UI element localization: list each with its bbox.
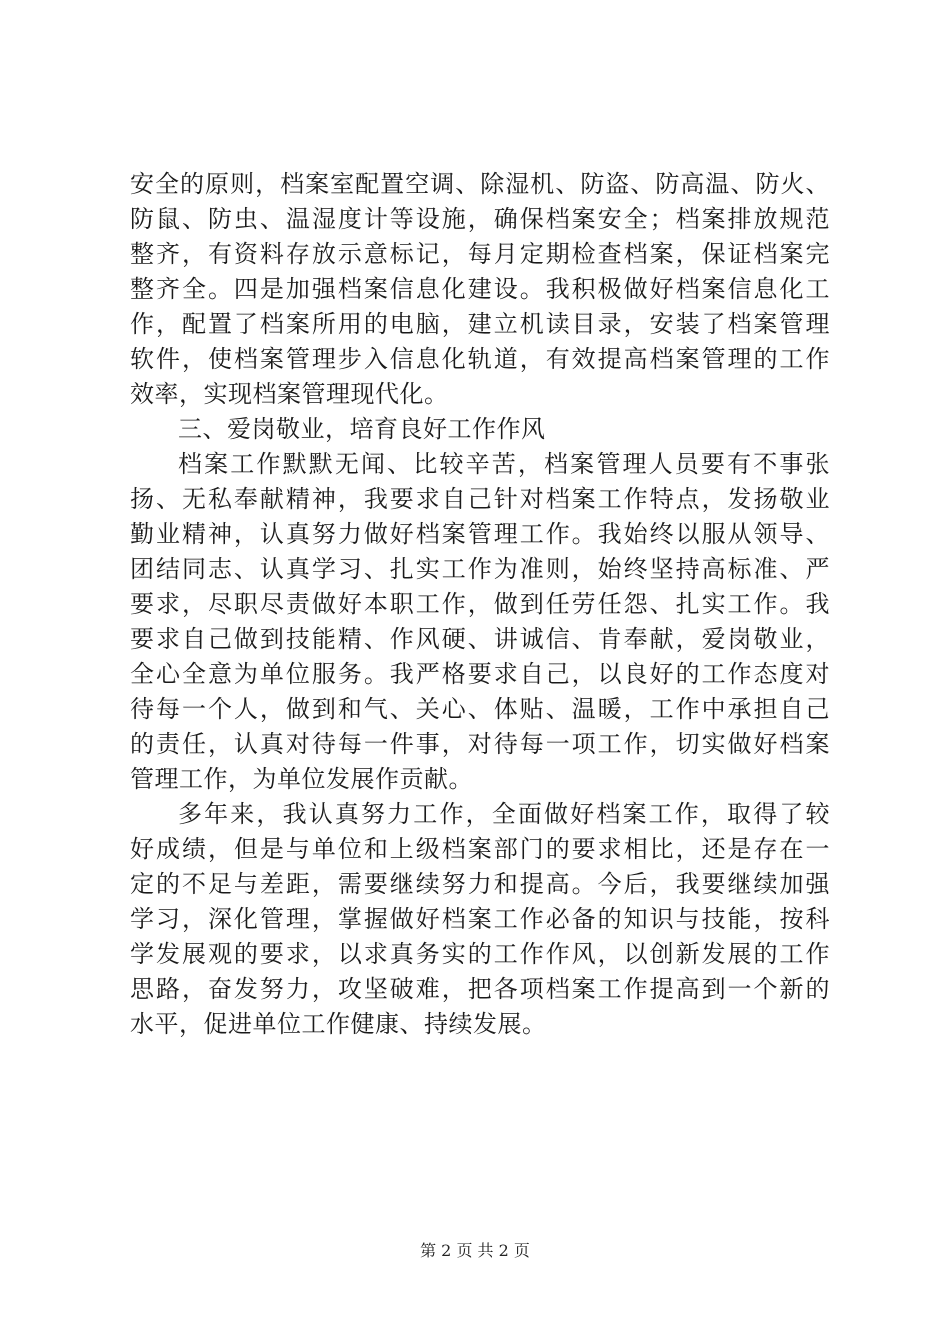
text-line: 学习，深化管理，掌握做好档案工作必备的知识与技能，按科: [130, 905, 830, 933]
text-line: 多年来，我认真努力工作，全面做好档案工作，取得了较: [178, 800, 830, 828]
page-number-footer: 第 2 页 共 2 页: [420, 1241, 530, 1260]
text-line: 扬、无私奉献精神，我要求自己针对档案工作特点，发扬敬业: [130, 485, 830, 513]
text-line: 档案工作默默无闻、比较辛苦，档案管理人员要有不事张: [178, 450, 830, 478]
text-line: 要求自己做到技能精、作风硬、讲诚信、肯奉献，爱岗敬业，: [130, 625, 830, 653]
text-line: 待每一个人，做到和气、关心、体贴、温暖，工作中承担自己: [130, 695, 830, 723]
document-body: [130, 167, 830, 1042]
text-line: 安全的原则，档案室配置空调、除湿机、防盗、防高温、防火、: [130, 170, 830, 198]
section-heading: 三、爱岗敬业，培育良好工作作风: [178, 415, 546, 443]
text-line: 学发展观的要求，以求真务实的工作作风，以创新发展的工作: [130, 940, 830, 968]
text-line: 效率，实现档案管理现代化。: [130, 380, 449, 408]
text-line: 全心全意为单位服务。我严格要求自己，以良好的工作态度对: [130, 660, 830, 688]
text-line: 水平，促进单位工作健康、持续发展。: [130, 1010, 547, 1038]
text-line: 团结同志、认真学习、扎实工作为准则，始终坚持高标准、严: [130, 555, 830, 583]
text-line: 好成绩，但是与单位和上级档案部门的要求相比，还是存在一: [130, 835, 830, 863]
text-line: 整齐，有资料存放示意标记，每月定期检查档案，保证档案完: [130, 240, 830, 268]
text-line: 定的不足与差距，需要继续努力和提高。今后，我要继续加强: [130, 870, 830, 898]
text-line: 整齐全。四是加强档案信息化建设。我积极做好档案信息化工: [130, 275, 830, 303]
text-line: 作，配置了档案所用的电脑，建立机读目录，安装了档案管理: [130, 310, 830, 338]
text-line: 防鼠、防虫、温湿度计等设施，确保档案安全；档案排放规范: [130, 205, 830, 233]
text-line: 思路，奋发努力，攻坚破难，把各项档案工作提高到一个新的: [130, 975, 830, 1003]
text-line: 软件，使档案管理步入信息化轨道，有效提高档案管理的工作: [130, 345, 830, 373]
text-line: 管理工作，为单位发展作贡献。: [130, 765, 473, 793]
text-line: 要求，尽职尽责做好本职工作，做到任劳任怨、扎实工作。我: [130, 590, 830, 618]
text-line: 的责任，认真对待每一件事，对待每一项工作，切实做好档案: [130, 730, 830, 758]
text-line: 勤业精神，认真努力做好档案管理工作。我始终以服从领导、: [130, 520, 830, 548]
